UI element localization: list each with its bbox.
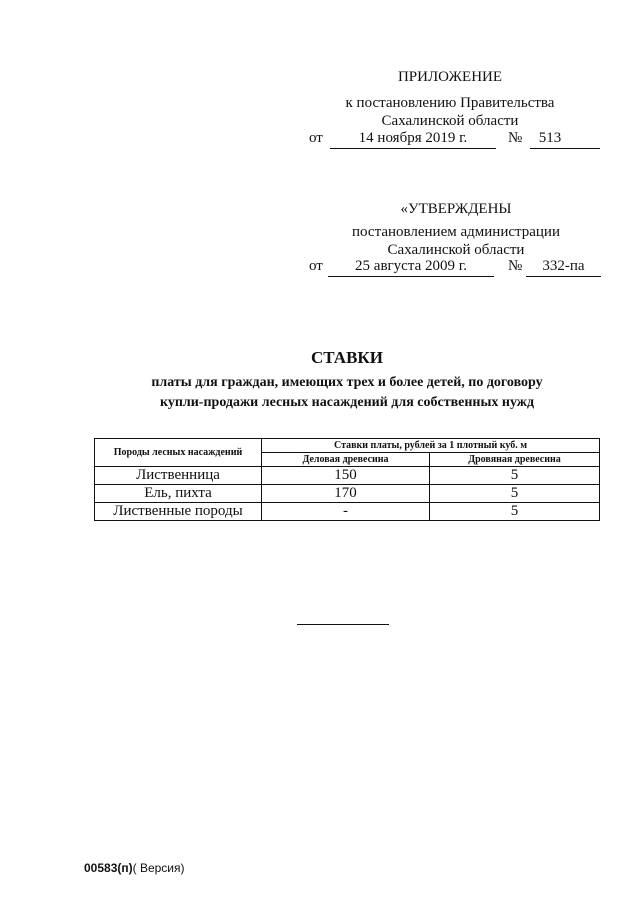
document-subtitle-line2: купли-продажи лесных насаждений для собственных нужд (159, 395, 535, 410)
cell-firewood: 5 (430, 485, 600, 503)
cell-business: 170 (262, 485, 430, 503)
footer-code: 00583(п) (84, 861, 133, 875)
table-header-row (95, 439, 600, 453)
document-subtitle-line1: платы для граждан, имеющих трех и более детей, по договору (151, 375, 543, 390)
header-business-wood: Деловая древесина (262, 453, 430, 467)
approved-number-label: № (508, 258, 523, 274)
appendix-date-underline (330, 148, 496, 149)
cell-firewood: 5 (430, 503, 600, 521)
appendix-date: 14 ноября 2019 г. (358, 130, 468, 146)
appendix-number: 513 (538, 130, 562, 146)
header-species: Породы лесных насаждений (95, 439, 262, 467)
appendix-line1: к постановлению Правительства (345, 95, 555, 111)
appendix-line2: Сахалинской области (381, 113, 519, 129)
approved-number: 332-па (542, 258, 585, 274)
rates-table (94, 438, 600, 521)
table-row (95, 503, 600, 521)
approved-line2: Сахалинской области (387, 242, 525, 258)
table-row (95, 485, 600, 503)
cell-species: Ель, пихта (95, 485, 262, 503)
header-rates: Ставки платы, рублей за 1 плотный куб. м (262, 439, 600, 453)
appendix-number-underline (530, 148, 600, 149)
document-footer (84, 861, 185, 875)
approved-date: 25 августа 2009 г. (355, 258, 467, 274)
appendix-from-label: от (309, 130, 323, 146)
approved-date-underline (328, 276, 494, 277)
end-separator-line (297, 624, 389, 625)
appendix-number-label: № (508, 130, 523, 146)
cell-firewood: 5 (430, 467, 600, 485)
cell-business: 150 (262, 467, 430, 485)
appendix-heading: ПРИЛОЖЕНИЕ (397, 69, 503, 85)
approved-number-underline (526, 276, 601, 277)
cell-species: Лиственница (95, 467, 262, 485)
approved-line1: постановлением администрации (352, 224, 560, 240)
approved-heading: «УТВЕРЖДЕНЫ (400, 201, 512, 217)
table-row (95, 467, 600, 485)
cell-species: Лиственные породы (95, 503, 262, 521)
header-firewood: Дровяная древесина (430, 453, 600, 467)
footer-version: ( Версия) (132, 861, 185, 875)
approved-from-label: от (309, 258, 323, 274)
document-title: СТАВКИ (311, 348, 383, 367)
cell-business: - (262, 503, 430, 521)
